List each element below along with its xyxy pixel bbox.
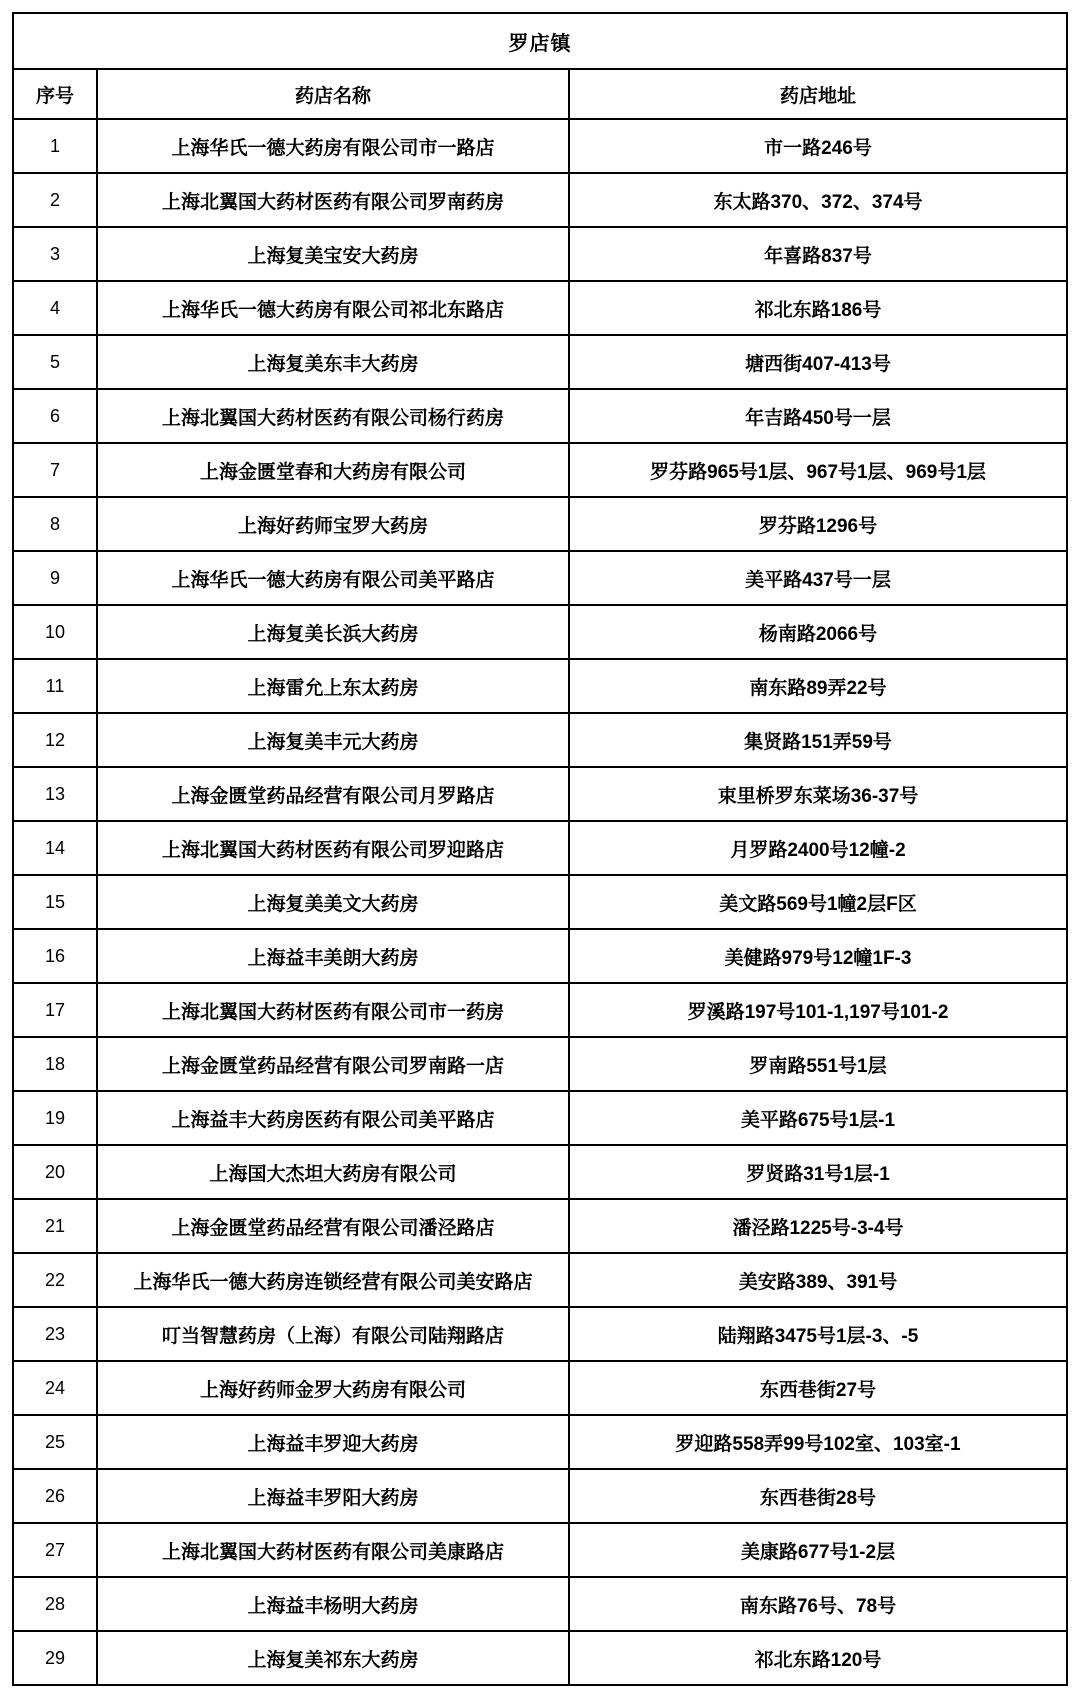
row-number-cell: 24 (13, 1361, 97, 1415)
row-number-cell: 15 (13, 875, 97, 929)
row-number-cell: 3 (13, 227, 97, 281)
pharmacy-name-cell: 上海国大杰坦大药房有限公司 (97, 1145, 569, 1199)
pharmacy-address-cell: 罗南路551号1层 (569, 1037, 1067, 1091)
table-row (13, 1415, 1067, 1469)
row-number-cell: 2 (13, 173, 97, 227)
row-number-cell: 10 (13, 605, 97, 659)
pharmacy-address-cell: 东太路370、372、374号 (569, 173, 1067, 227)
row-number-cell: 6 (13, 389, 97, 443)
table-row (13, 767, 1067, 821)
pharmacy-address-cell: 美文路569号1幢2层F区 (569, 875, 1067, 929)
table-row (13, 1469, 1067, 1523)
row-number-cell: 7 (13, 443, 97, 497)
row-number-cell: 18 (13, 1037, 97, 1091)
pharmacy-address-cell: 罗贤路31号1层-1 (569, 1145, 1067, 1199)
table-row (13, 983, 1067, 1037)
pharmacy-address-cell: 市一路246号 (569, 119, 1067, 173)
pharmacy-name-cell: 上海北翼国大药材医药有限公司杨行药房 (97, 389, 569, 443)
table-row (13, 1253, 1067, 1307)
row-number-cell: 27 (13, 1523, 97, 1577)
pharmacy-address-cell: 罗芬路1296号 (569, 497, 1067, 551)
table-row (13, 605, 1067, 659)
table-row (13, 335, 1067, 389)
pharmacy-name-cell: 上海北翼国大药材医药有限公司罗迎路店 (97, 821, 569, 875)
column-header-no: 序号 (13, 69, 97, 119)
pharmacy-address-cell: 集贤路151弄59号 (569, 713, 1067, 767)
pharmacy-name-cell: 上海复美宝安大药房 (97, 227, 569, 281)
row-number-cell: 4 (13, 281, 97, 335)
table-row (13, 1199, 1067, 1253)
pharmacy-address-cell: 潘泾路1225号-3-4号 (569, 1199, 1067, 1253)
pharmacy-name-cell: 上海华氏一德大药房连锁经营有限公司美安路店 (97, 1253, 569, 1307)
row-number-cell: 13 (13, 767, 97, 821)
table-row (13, 929, 1067, 983)
row-number-cell: 23 (13, 1307, 97, 1361)
row-number-cell: 25 (13, 1415, 97, 1469)
table-row (13, 659, 1067, 713)
row-number-cell: 12 (13, 713, 97, 767)
table-row (13, 443, 1067, 497)
pharmacy-name-cell: 上海金匮堂春和大药房有限公司 (97, 443, 569, 497)
pharmacy-name-cell: 叮当智慧药房（上海）有限公司陆翔路店 (97, 1307, 569, 1361)
pharmacy-name-cell: 上海北翼国大药材医药有限公司罗南药房 (97, 173, 569, 227)
row-number-cell: 16 (13, 929, 97, 983)
pharmacy-address-cell: 罗芬路965号1层、967号1层、969号1层 (569, 443, 1067, 497)
pharmacy-name-cell: 上海益丰杨明大药房 (97, 1577, 569, 1631)
row-number-cell: 5 (13, 335, 97, 389)
pharmacy-address-cell: 美健路979号12幢1F-3 (569, 929, 1067, 983)
column-header-name: 药店名称 (97, 69, 569, 119)
pharmacy-name-cell: 上海复美祁东大药房 (97, 1631, 569, 1685)
pharmacy-name-cell: 上海复美美文大药房 (97, 875, 569, 929)
pharmacy-name-cell: 上海华氏一德大药房有限公司祁北东路店 (97, 281, 569, 335)
pharmacy-name-cell: 上海益丰大药房医药有限公司美平路店 (97, 1091, 569, 1145)
table-row (13, 497, 1067, 551)
pharmacy-name-cell: 上海北翼国大药材医药有限公司市一药房 (97, 983, 569, 1037)
table-row (13, 1577, 1067, 1631)
table-title-row (13, 13, 1067, 69)
table-header-row (13, 69, 1067, 119)
row-number-cell: 19 (13, 1091, 97, 1145)
table-row (13, 227, 1067, 281)
pharmacy-address-cell: 年吉路450号一层 (569, 389, 1067, 443)
pharmacy-address-cell: 祁北东路186号 (569, 281, 1067, 335)
row-number-cell: 14 (13, 821, 97, 875)
pharmacy-address-cell: 罗溪路197号101-1,197号101-2 (569, 983, 1067, 1037)
column-header-address: 药店地址 (569, 69, 1067, 119)
pharmacy-address-cell: 南东路76号、78号 (569, 1577, 1067, 1631)
row-number-cell: 28 (13, 1577, 97, 1631)
pharmacy-name-cell: 上海益丰罗阳大药房 (97, 1469, 569, 1523)
table-title: 罗店镇 (13, 13, 1067, 69)
table-row (13, 281, 1067, 335)
pharmacy-address-cell: 美安路389、391号 (569, 1253, 1067, 1307)
pharmacy-name-cell: 上海金匮堂药品经营有限公司罗南路一店 (97, 1037, 569, 1091)
table-row (13, 713, 1067, 767)
pharmacy-address-cell: 美平路437号一层 (569, 551, 1067, 605)
table-row (13, 821, 1067, 875)
table-row (13, 1361, 1067, 1415)
row-number-cell: 9 (13, 551, 97, 605)
pharmacy-name-cell: 上海金匮堂药品经营有限公司潘泾路店 (97, 1199, 569, 1253)
row-number-cell: 21 (13, 1199, 97, 1253)
table-row (13, 875, 1067, 929)
pharmacy-name-cell: 上海复美长浜大药房 (97, 605, 569, 659)
pharmacy-address-cell: 美平路675号1层-1 (569, 1091, 1067, 1145)
table-row (13, 1307, 1067, 1361)
row-number-cell: 8 (13, 497, 97, 551)
pharmacy-name-cell: 上海华氏一德大药房有限公司美平路店 (97, 551, 569, 605)
pharmacy-name-cell: 上海复美丰元大药房 (97, 713, 569, 767)
row-number-cell: 26 (13, 1469, 97, 1523)
pharmacy-address-cell: 束里桥罗东菜场36-37号 (569, 767, 1067, 821)
row-number-cell: 11 (13, 659, 97, 713)
row-number-cell: 20 (13, 1145, 97, 1199)
row-number-cell: 22 (13, 1253, 97, 1307)
row-number-cell: 17 (13, 983, 97, 1037)
table-row (13, 1523, 1067, 1577)
pharmacy-name-cell: 上海金匮堂药品经营有限公司月罗路店 (97, 767, 569, 821)
row-number-cell: 1 (13, 119, 97, 173)
table-row (13, 119, 1067, 173)
pharmacy-address-cell: 东西巷街28号 (569, 1469, 1067, 1523)
pharmacy-table (12, 12, 1068, 1686)
pharmacy-address-cell: 杨南路2066号 (569, 605, 1067, 659)
pharmacy-name-cell: 上海好药师金罗大药房有限公司 (97, 1361, 569, 1415)
table-body (13, 119, 1067, 1685)
pharmacy-name-cell: 上海好药师宝罗大药房 (97, 497, 569, 551)
pharmacy-name-cell: 上海益丰罗迎大药房 (97, 1415, 569, 1469)
table-row (13, 1145, 1067, 1199)
pharmacy-address-cell: 月罗路2400号12幢-2 (569, 821, 1067, 875)
pharmacy-address-cell: 塘西街407-413号 (569, 335, 1067, 389)
table-row (13, 1037, 1067, 1091)
pharmacy-name-cell: 上海雷允上东太药房 (97, 659, 569, 713)
pharmacy-name-cell: 上海益丰美朗大药房 (97, 929, 569, 983)
table-row (13, 551, 1067, 605)
pharmacy-address-cell: 祁北东路120号 (569, 1631, 1067, 1685)
table-row (13, 389, 1067, 443)
table-row (13, 173, 1067, 227)
row-number-cell: 29 (13, 1631, 97, 1685)
table-row (13, 1091, 1067, 1145)
pharmacy-address-cell: 东西巷街27号 (569, 1361, 1067, 1415)
table-row (13, 1631, 1067, 1685)
pharmacy-name-cell: 上海北翼国大药材医药有限公司美康路店 (97, 1523, 569, 1577)
pharmacy-address-cell: 陆翔路3475号1层-3、-5 (569, 1307, 1067, 1361)
pharmacy-address-cell: 年喜路837号 (569, 227, 1067, 281)
pharmacy-name-cell: 上海复美东丰大药房 (97, 335, 569, 389)
pharmacy-address-cell: 美康路677号1-2层 (569, 1523, 1067, 1577)
pharmacy-address-cell: 罗迎路558弄99号102室、103室-1 (569, 1415, 1067, 1469)
pharmacy-address-cell: 南东路89弄22号 (569, 659, 1067, 713)
pharmacy-name-cell: 上海华氏一德大药房有限公司市一路店 (97, 119, 569, 173)
